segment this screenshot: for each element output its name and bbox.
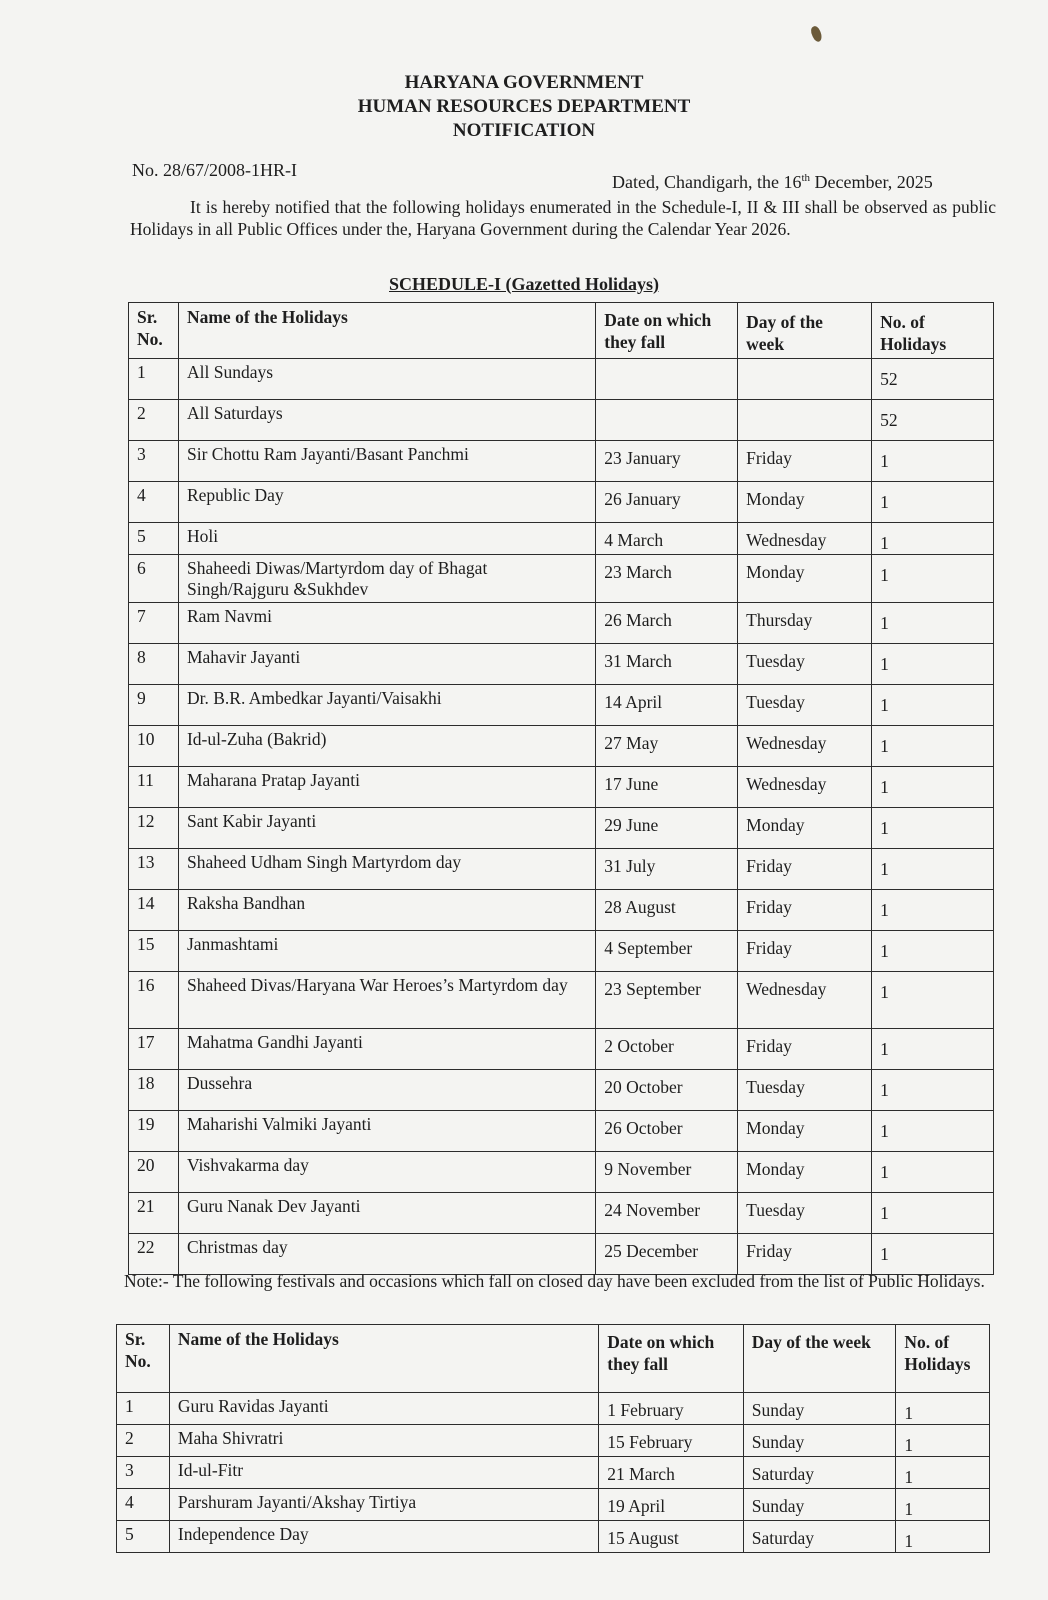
cell-sr: 21 xyxy=(129,1193,179,1234)
cell-day: Friday xyxy=(738,849,872,890)
cell-day: Tuesday xyxy=(738,1193,872,1234)
table-row xyxy=(129,1029,994,1070)
header-day: Day of the week xyxy=(738,303,872,359)
cell-sr: 3 xyxy=(117,1457,170,1489)
cell-date xyxy=(596,359,738,400)
cell-sr: 2 xyxy=(117,1425,170,1457)
cell-count: 1 xyxy=(896,1489,990,1521)
cell-date: 31 July xyxy=(596,849,738,890)
cell-name: Janmashtami xyxy=(178,931,595,972)
cell-day: Friday xyxy=(738,441,872,482)
cell-date: 26 October xyxy=(596,1111,738,1152)
cell-name: Maharishi Valmiki Jayanti xyxy=(178,1111,595,1152)
intro-text: It is hereby notified that the following holidays enumerated in the Schedule-I, II & III shall be observed as public Holidays in all Public Offices under the, Haryana Government during the Calendar Year 2026. xyxy=(130,197,996,239)
cell-name: Mahatma Gandhi Jayanti xyxy=(178,1029,595,1070)
cell-sr: 5 xyxy=(129,523,179,555)
cell-day: Monday xyxy=(738,1111,872,1152)
cell-sr: 7 xyxy=(129,603,179,644)
cell-name: Sir Chottu Ram Jayanti/Basant Panchmi xyxy=(178,441,595,482)
cell-date: 17 June xyxy=(596,767,738,808)
header-date: Date on which they fall xyxy=(596,303,738,359)
cell-date: 19 April xyxy=(599,1489,743,1521)
cell-count: 52 xyxy=(872,400,994,441)
cell-day: Friday xyxy=(738,1234,872,1275)
cell-count: 1 xyxy=(872,523,994,555)
table-row xyxy=(129,931,994,972)
table-row xyxy=(129,523,994,555)
cell-count: 1 xyxy=(872,441,994,482)
cell-sr: 14 xyxy=(129,890,179,931)
cell-count: 52 xyxy=(872,359,994,400)
excluded-holidays-table xyxy=(116,1324,990,1553)
cell-date: 2 October xyxy=(596,1029,738,1070)
cell-date: 29 June xyxy=(596,808,738,849)
cell-sr: 1 xyxy=(129,359,179,400)
dated-sup: th xyxy=(801,172,811,184)
cell-name: Mahavir Jayanti xyxy=(178,644,595,685)
cell-count: 1 xyxy=(872,1152,994,1193)
cell-date: 21 March xyxy=(599,1457,743,1489)
cell-date: 15 August xyxy=(599,1521,743,1553)
cell-sr: 3 xyxy=(129,441,179,482)
cell-count: 1 xyxy=(872,685,994,726)
cell-count: 1 xyxy=(872,849,994,890)
cell-sr: 22 xyxy=(129,1234,179,1275)
cell-day: Saturday xyxy=(743,1521,896,1553)
cell-date: 26 January xyxy=(596,482,738,523)
header-sr: Sr. No. xyxy=(117,1325,170,1393)
cell-date: 1 February xyxy=(599,1393,743,1425)
table-row xyxy=(129,1234,994,1275)
table-row xyxy=(117,1489,990,1521)
cell-name: Ram Navmi xyxy=(178,603,595,644)
cell-count: 1 xyxy=(872,1111,994,1152)
cell-count: 1 xyxy=(872,603,994,644)
table-row xyxy=(129,359,994,400)
cell-count: 1 xyxy=(872,808,994,849)
cell-sr: 9 xyxy=(129,685,179,726)
cell-name: Sant Kabir Jayanti xyxy=(178,808,595,849)
table-row xyxy=(117,1393,990,1425)
table-row xyxy=(129,808,994,849)
dated-prefix: Dated, Chandigarh, the 16 xyxy=(612,172,802,192)
cell-day: Friday xyxy=(738,890,872,931)
cell-count: 1 xyxy=(872,482,994,523)
cell-name: Dussehra xyxy=(178,1070,595,1111)
reference-number: No. 28/67/2008-1HR-I xyxy=(132,160,297,180)
cell-day: Sunday xyxy=(743,1393,896,1425)
cell-name: Maha Shivratri xyxy=(169,1425,598,1457)
cell-name: All Saturdays xyxy=(178,400,595,441)
cell-count: 1 xyxy=(872,555,994,603)
cell-sr: 16 xyxy=(129,972,179,1029)
dated-suffix: December, 2025 xyxy=(810,172,933,192)
table-row xyxy=(129,890,994,931)
cell-sr: 10 xyxy=(129,726,179,767)
cell-count: 1 xyxy=(872,1193,994,1234)
table-row xyxy=(129,1111,994,1152)
header-date: Date on which they fall xyxy=(599,1325,743,1393)
cell-name: Maharana Pratap Jayanti xyxy=(178,767,595,808)
intro-paragraph xyxy=(130,196,996,240)
cell-name: Shaheed Divas/Haryana War Heroes’s Martyrdom day xyxy=(178,972,595,1029)
cell-day: Friday xyxy=(738,1029,872,1070)
cell-name: Guru Ravidas Jayanti xyxy=(169,1393,598,1425)
cell-name: Parshuram Jayanti/Akshay Tirtiya xyxy=(169,1489,598,1521)
table-row xyxy=(129,726,994,767)
cell-day: Monday xyxy=(738,482,872,523)
table-row xyxy=(129,767,994,808)
cell-day: Wednesday xyxy=(738,767,872,808)
cell-count: 1 xyxy=(872,1070,994,1111)
note-text: Note:- The following festivals and occasions which fall on closed day have been excluded from the list of Public Holidays. xyxy=(124,1271,985,1291)
cell-day: Wednesday xyxy=(738,726,872,767)
header-count: No. of Holidays xyxy=(872,303,994,359)
paper-speck xyxy=(809,25,824,43)
table-row xyxy=(129,685,994,726)
cell-sr: 20 xyxy=(129,1152,179,1193)
cell-count: 1 xyxy=(872,972,994,1029)
table-row xyxy=(129,555,994,603)
cell-name: Dr. B.R. Ambedkar Jayanti/Vaisakhi xyxy=(178,685,595,726)
cell-name: Christmas day xyxy=(178,1234,595,1275)
cell-day: Tuesday xyxy=(738,1070,872,1111)
cell-name: All Sundays xyxy=(178,359,595,400)
table-row xyxy=(129,1070,994,1111)
table-row xyxy=(129,482,994,523)
cell-sr: 1 xyxy=(117,1393,170,1425)
schedule-title xyxy=(0,274,1048,295)
table-row xyxy=(129,441,994,482)
cell-day: Sunday xyxy=(743,1425,896,1457)
cell-count: 1 xyxy=(896,1521,990,1553)
cell-day: Monday xyxy=(738,555,872,603)
cell-day: Wednesday xyxy=(738,972,872,1029)
cell-name: Shaheed Udham Singh Martyrdom day xyxy=(178,849,595,890)
cell-count: 1 xyxy=(872,1029,994,1070)
cell-count: 1 xyxy=(872,1234,994,1275)
cell-count: 1 xyxy=(872,644,994,685)
cell-sr: 18 xyxy=(129,1070,179,1111)
cell-count: 1 xyxy=(872,726,994,767)
cell-name: Republic Day xyxy=(178,482,595,523)
cell-count: 1 xyxy=(896,1425,990,1457)
table-header-row xyxy=(129,303,994,359)
cell-day: Saturday xyxy=(743,1457,896,1489)
cell-day: Monday xyxy=(738,808,872,849)
cell-sr: 8 xyxy=(129,644,179,685)
cell-count: 1 xyxy=(896,1393,990,1425)
cell-sr: 15 xyxy=(129,931,179,972)
header-department: HUMAN RESOURCES DEPARTMENT xyxy=(357,96,691,117)
header-name: Name of the Holidays xyxy=(178,303,595,359)
cell-name: Raksha Bandhan xyxy=(178,890,595,931)
cell-sr: 6 xyxy=(129,555,179,603)
cell-sr: 17 xyxy=(129,1029,179,1070)
cell-name: Shaheedi Diwas/Martyrdom day of Bhagat Singh/Rajguru &Sukhdev xyxy=(178,555,595,603)
cell-sr: 19 xyxy=(129,1111,179,1152)
cell-day: Thursday xyxy=(738,603,872,644)
cell-date: 23 January xyxy=(596,441,738,482)
cell-day: Monday xyxy=(738,1152,872,1193)
cell-sr: 4 xyxy=(117,1489,170,1521)
cell-name: Id-ul-Zuha (Bakrid) xyxy=(178,726,595,767)
cell-date: 26 March xyxy=(596,603,738,644)
cell-count: 1 xyxy=(872,890,994,931)
table-row xyxy=(129,644,994,685)
table-row xyxy=(117,1521,990,1553)
header-day: Day of the week xyxy=(743,1325,896,1393)
cell-sr: 12 xyxy=(129,808,179,849)
cell-date: 9 November xyxy=(596,1152,738,1193)
cell-name: Independence Day xyxy=(169,1521,598,1553)
cell-day xyxy=(738,400,872,441)
cell-name: Holi xyxy=(178,523,595,555)
table-header-row xyxy=(117,1325,990,1393)
cell-date: 4 September xyxy=(596,931,738,972)
cell-date: 24 November xyxy=(596,1193,738,1234)
cell-date: 25 December xyxy=(596,1234,738,1275)
header-sr: Sr. No. xyxy=(129,303,179,359)
cell-name: Guru Nanak Dev Jayanti xyxy=(178,1193,595,1234)
cell-day: Sunday xyxy=(743,1489,896,1521)
cell-date: 4 March xyxy=(596,523,738,555)
cell-date: 15 February xyxy=(599,1425,743,1457)
table-row xyxy=(117,1425,990,1457)
cell-count: 1 xyxy=(872,767,994,808)
cell-date: 27 May xyxy=(596,726,738,767)
table-row xyxy=(129,603,994,644)
cell-sr: 5 xyxy=(117,1521,170,1553)
cell-day: Tuesday xyxy=(738,685,872,726)
cell-day: Tuesday xyxy=(738,644,872,685)
cell-date: 31 March xyxy=(596,644,738,685)
cell-sr: 2 xyxy=(129,400,179,441)
header-notification: NOTIFICATION xyxy=(452,120,596,141)
cell-sr: 4 xyxy=(129,482,179,523)
cell-date: 23 March xyxy=(596,555,738,603)
cell-day: Wednesday xyxy=(738,523,872,555)
header-name: Name of the Holidays xyxy=(169,1325,598,1393)
cell-name: Id-ul-Fitr xyxy=(169,1457,598,1489)
cell-sr: 13 xyxy=(129,849,179,890)
cell-name: Vishvakarma day xyxy=(178,1152,595,1193)
table-row xyxy=(129,849,994,890)
cell-date: 14 April xyxy=(596,685,738,726)
header-government: HARYANA GOVERNMENT xyxy=(404,72,644,93)
cell-date xyxy=(596,400,738,441)
schedule-title-text: SCHEDULE-I (Gazetted Holidays) xyxy=(389,274,659,294)
dated-line xyxy=(612,172,933,193)
cell-day: Friday xyxy=(738,931,872,972)
cell-count: 1 xyxy=(872,931,994,972)
cell-date: 20 October xyxy=(596,1070,738,1111)
cell-date: 23 September xyxy=(596,972,738,1029)
table-row xyxy=(129,1193,994,1234)
table-row xyxy=(129,400,994,441)
table-row xyxy=(129,1152,994,1193)
header-count: No. of Holidays xyxy=(896,1325,990,1393)
cell-sr: 11 xyxy=(129,767,179,808)
table-row xyxy=(129,972,994,1029)
cell-count: 1 xyxy=(896,1457,990,1489)
gazetted-holidays-table xyxy=(128,302,994,1275)
cell-day xyxy=(738,359,872,400)
cell-date: 28 August xyxy=(596,890,738,931)
table-row xyxy=(117,1457,990,1489)
